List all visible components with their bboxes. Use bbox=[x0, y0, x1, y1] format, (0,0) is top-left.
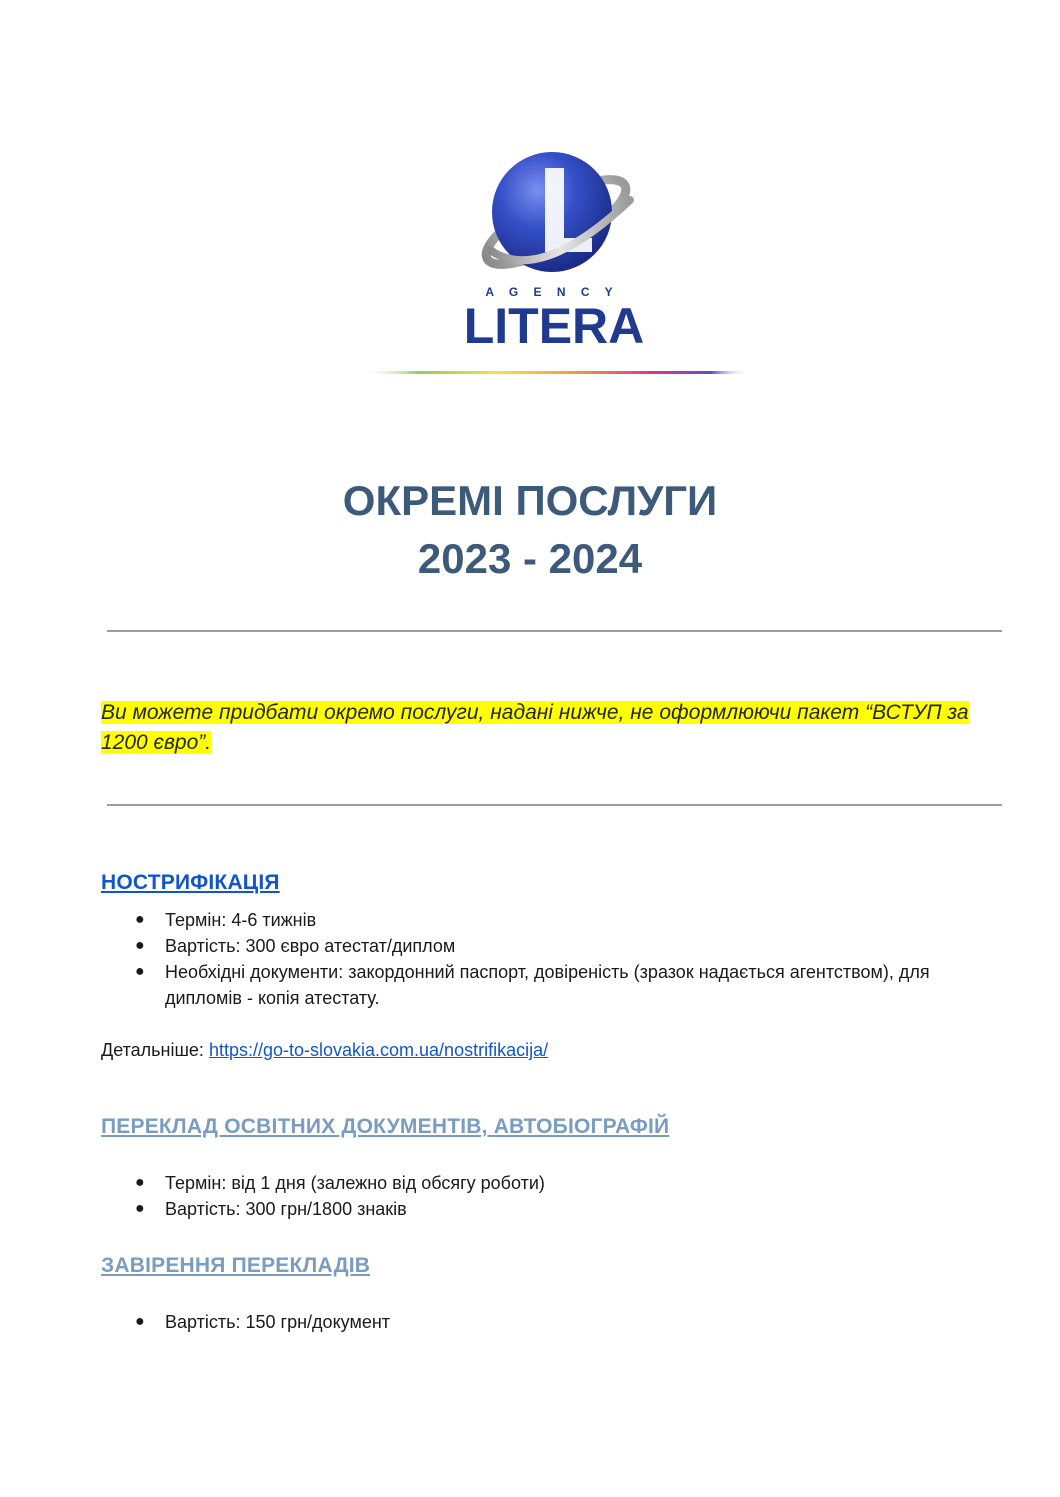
page-title bbox=[0, 472, 1060, 588]
translation-list bbox=[101, 1170, 1001, 1222]
title-line-2: 2023 - 2024 bbox=[417, 535, 643, 582]
package-notice bbox=[101, 698, 981, 758]
bullet-icon: ● bbox=[135, 911, 145, 928]
logo-brand-text: LITERA bbox=[463, 298, 645, 354]
list-item bbox=[101, 1309, 1001, 1335]
bullet-icon: ● bbox=[135, 1200, 145, 1217]
logo-graphic bbox=[340, 140, 760, 385]
nostrification-link[interactable]: https://go-to-slovakia.com.ua/nostrifikacija/ bbox=[208, 1040, 549, 1060]
list-item-text: Термін: від 1 дня (залежно від обсягу роботи) bbox=[165, 1173, 545, 1193]
nostrification-details bbox=[101, 1037, 548, 1063]
litera-agency-logo bbox=[340, 140, 760, 385]
list-item-text: Вартість: 150 грн/документ bbox=[165, 1312, 391, 1332]
logo-rainbow-line bbox=[360, 371, 750, 374]
list-item-text: Вартість: 300 євро атестат/диплом bbox=[165, 936, 456, 956]
details-label: Детальніше: bbox=[101, 1040, 204, 1060]
list-item-text: Термін: 4-6 тижнів bbox=[165, 910, 317, 930]
logo-agency-text: A G E N C Y bbox=[485, 285, 619, 299]
heading-certification[interactable]: ЗАВІРЕННЯ ПЕРЕКЛАДІВ bbox=[101, 1254, 371, 1277]
divider-top bbox=[107, 630, 1002, 632]
list-item bbox=[101, 907, 1001, 933]
list-item bbox=[101, 959, 1001, 1011]
list-item-text: Вартість: 300 грн/1800 знаків bbox=[165, 1199, 407, 1219]
bullet-icon: ● bbox=[135, 963, 145, 980]
list-item bbox=[101, 1196, 1001, 1222]
list-item bbox=[101, 1170, 1001, 1196]
notice-highlighted-text: Ви можете придбати окремо послуги, надані нижче, не оформлюючи пакет “ВСТУП за 1200 євро”. bbox=[101, 701, 969, 754]
list-item-text: Необхідні документи: закордонний паспорт, довіреність (зразок надається агентством), для дипломів - копія атестату. bbox=[165, 962, 930, 1008]
bullet-icon: ● bbox=[135, 1313, 145, 1330]
bullet-icon: ● bbox=[135, 1174, 145, 1191]
nostrification-list bbox=[101, 907, 1001, 1011]
certification-list bbox=[101, 1309, 1001, 1335]
divider-bottom bbox=[107, 804, 1002, 806]
title-line-1: ОКРЕМІ ПОСЛУГИ bbox=[342, 477, 718, 524]
heading-translation[interactable]: ПЕРЕКЛАД ОСВІТНИХ ДОКУМЕНТІВ, АВТОБІОГРАФІЙ bbox=[101, 1115, 670, 1138]
bullet-icon: ● bbox=[135, 937, 145, 954]
list-item bbox=[101, 933, 1001, 959]
heading-nostrification[interactable]: НОСТРИФІКАЦІЯ bbox=[101, 871, 280, 894]
